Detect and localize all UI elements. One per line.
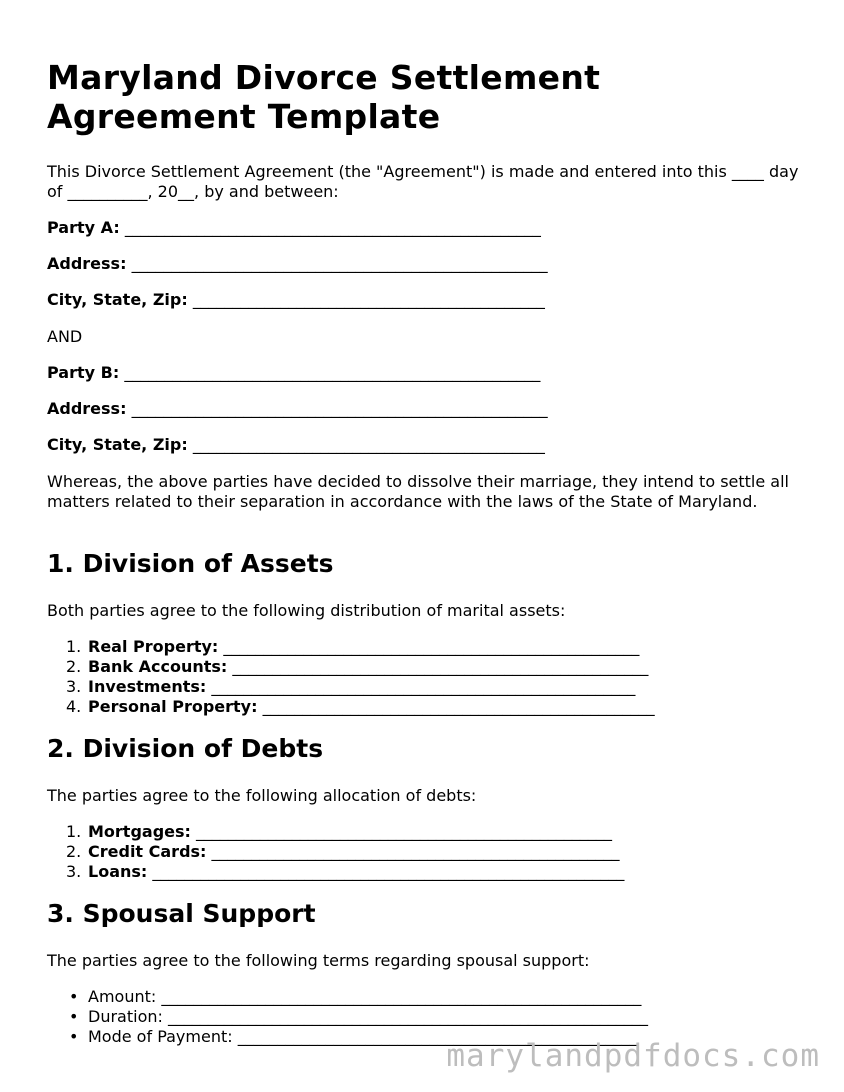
- document-page: [47, 58, 799, 1046]
- list-item: 3. Investments: _____________________________________________________: [66, 677, 636, 696]
- list-item: • Amount: ____________________________________________________________: [69, 987, 642, 1006]
- section-heading-spousal-support: 3. Spousal Support: [47, 899, 316, 928]
- debts-lead: The parties agree to the following allocation of debts:: [47, 786, 477, 805]
- section-heading-debts: 2. Division of Debts: [47, 734, 324, 763]
- watermark-text: marylandpdfdocs.com: [446, 1038, 820, 1074]
- party-b-name-label: Party B:: [47, 363, 120, 382]
- debts-list: [47, 822, 624, 882]
- party-b-city-line: ____________________________________________: [192, 435, 545, 454]
- list-item: 2. Bank Accounts: ____________________________________________________: [66, 657, 649, 676]
- list-item: 1. Real Property: ____________________________________________________: [66, 637, 640, 656]
- list-item: 4. Personal Property: _________________________________________________: [66, 697, 655, 716]
- assets-list: [47, 637, 655, 717]
- spousal-support-lead: The parties agree to the following terms regarding spousal support:: [47, 951, 590, 970]
- document-title: Maryland Divorce Settlement Agreement Template: [47, 58, 601, 136]
- party-b-address-label: Address:: [47, 399, 127, 418]
- party-a-address-line: ____________________________________________________: [131, 254, 548, 273]
- list-item: • Duration: ____________________________________________________________: [69, 1007, 648, 1026]
- list-item: 2. Credit Cards: ___________________________________________________: [66, 842, 620, 861]
- party-b-address-line: ____________________________________________________: [131, 399, 548, 418]
- and-separator: AND: [47, 327, 83, 346]
- list-item: 3. Loans: ___________________________________________________________: [66, 862, 625, 881]
- party-a-name-line: ____________________________________________________: [124, 218, 541, 237]
- party-a-name-field: [47, 218, 541, 238]
- intro-paragraph: This Divorce Settlement Agreement (the "Agreement") is made and entered into this ____ day of __________, 20__, by and between:: [47, 162, 799, 201]
- party-a-address-label: Address:: [47, 254, 127, 273]
- section-heading-assets: 1. Division of Assets: [47, 549, 334, 578]
- party-b-city-label: City, State, Zip:: [47, 435, 188, 454]
- party-b-city-field: [47, 435, 545, 455]
- whereas-paragraph: Whereas, the above parties have decided to dissolve their marriage, they intend to settle all matters related to their separation in accordance with the laws of the State of Maryland.: [47, 472, 789, 511]
- party-b-name-line: ____________________________________________________: [124, 363, 541, 382]
- list-item: • Mode of Payment: __________________________________________________: [69, 1027, 638, 1046]
- party-a-address-field: [47, 254, 548, 274]
- party-a-city-field: [47, 290, 545, 310]
- party-b-name-field: [47, 363, 540, 383]
- party-b-address-field: [47, 399, 548, 419]
- party-a-city-line: ____________________________________________: [192, 290, 545, 309]
- list-item: 1. Mortgages: ____________________________________________________: [66, 822, 613, 841]
- party-a-city-label: City, State, Zip:: [47, 290, 188, 309]
- party-a-name-label: Party A:: [47, 218, 120, 237]
- assets-lead: Both parties agree to the following distribution of marital assets:: [47, 601, 566, 620]
